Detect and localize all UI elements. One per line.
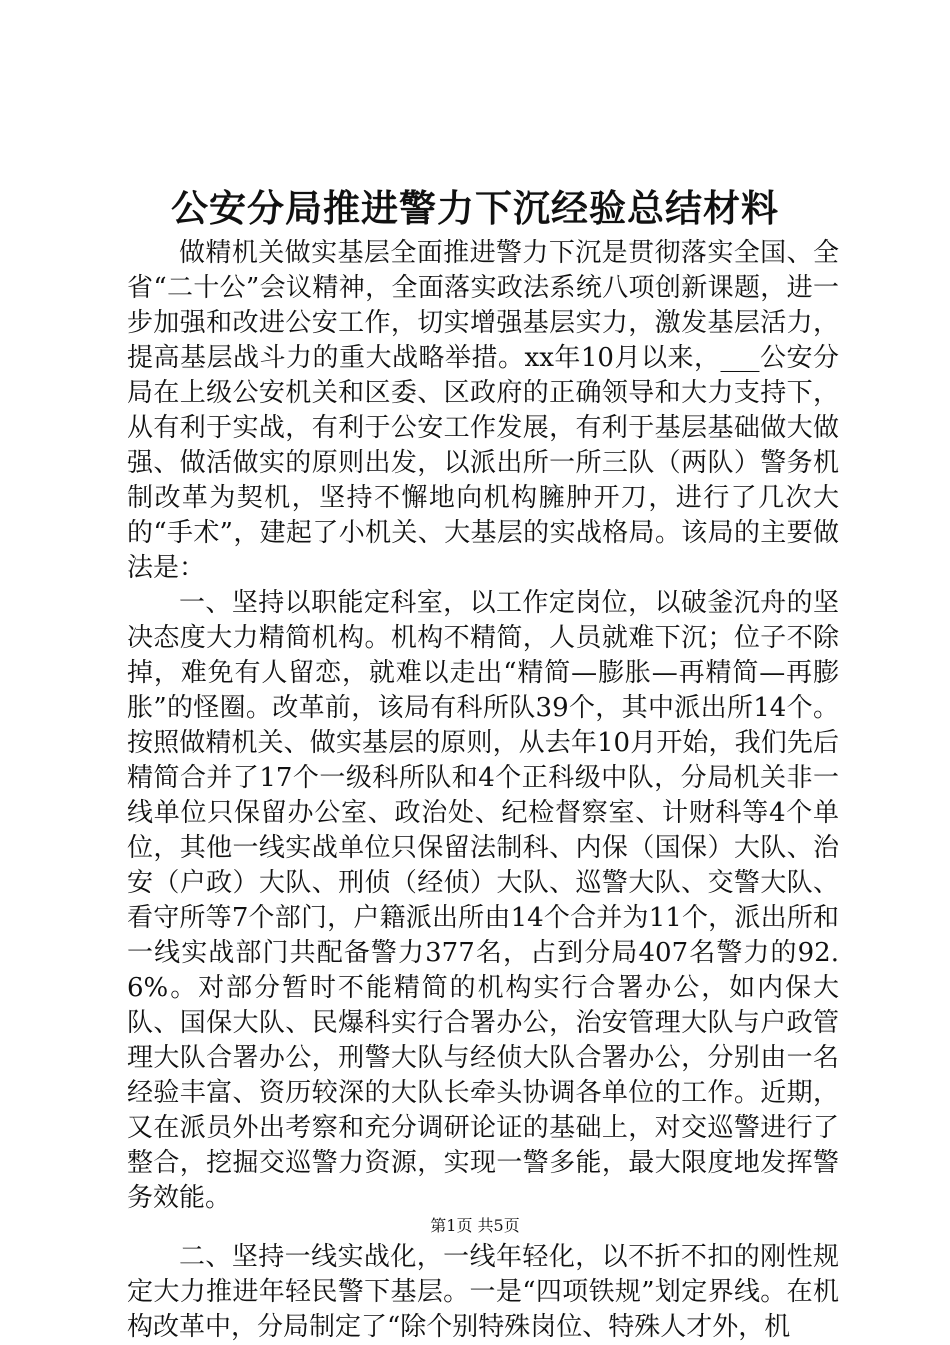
document-title: 公安分局推进警力下沉经验总结材料 [171, 186, 779, 230]
paragraph-intro: 做精机关做实基层全面推进警力下沉是贯彻落实全国、全省“二十公”会议精神，全面落实政法系统八项创新课题，进一步加强和改进公安工作，切实增强基层实力，激发基层活力，提高基层战斗力的重大战略举措。xx年10月以来，___公安分局在上级公安机关和区委、区政府的正确领导和大力支持下，从有利于实战，有利于公安工作发展，有利于基层基础做大做强、做活做实的原则出发，以派出所一所三队（两队）警务机制改革为契机，坚持不懈地向机构臃肿开刀，进行了几次大的“手术”，建起了小机关、大基层的实战格局。该局的主要做法是： [127, 238, 839, 583]
document-body [127, 236, 839, 1345]
page-footer: 第1页 共5页 [430, 1216, 520, 1235]
paragraph-section-two: 二、坚持一线实战化，一线年轻化，以不折不扣的刚性规定大力推进年轻民警下基层。一是“四项铁规”划定界线。在机构改革中，分局制定了“除个别特殊岗位、特殊人才外，机 [127, 1242, 839, 1342]
paragraph-section-one: 一、坚持以职能定科室，以工作定岗位，以破釜沉舟的坚决态度大力精简机构。机构不精简，人员就难下沉；位子不除掉，难免有人留恋，就难以走出“精简—膨胀—再精简—再膨胀”的怪圈。改革前，该局有科所队39个，其中派出所14个。按照做精机关、做实基层的原则，从去年10月开始，我们先后精简合并了17个一级科所队和4个正科级中队，分局机关非一线单位只保留办公室、政治处、纪检督察室、计财科等4个单位，其他一线实战单位只保留法制科、内保（国保）大队、治安（户政）大队、刑侦（经侦）大队、巡警大队、交警大队、看守所等7个部门，户籍派出所由14个合并为11个，派出所和一线实战部门共配备警力377名，占到分局407名警力的92.6%。对部分暂时不能精简的机构实行合署办公，如内保大队、国保大队、民爆科实行合署办公，治安管理大队与户政管理大队合署办公，刑警大队与经侦大队合署办公，分别由一名经验丰富、资历较深的大队长牵头协调各单位的工作。近期，又在派员外出考察和充分调研论证的基础上，对交巡警进行了整合，挖掘交巡警力资源，实现一警多能，最大限度地发挥警务效能。 [127, 588, 839, 1213]
